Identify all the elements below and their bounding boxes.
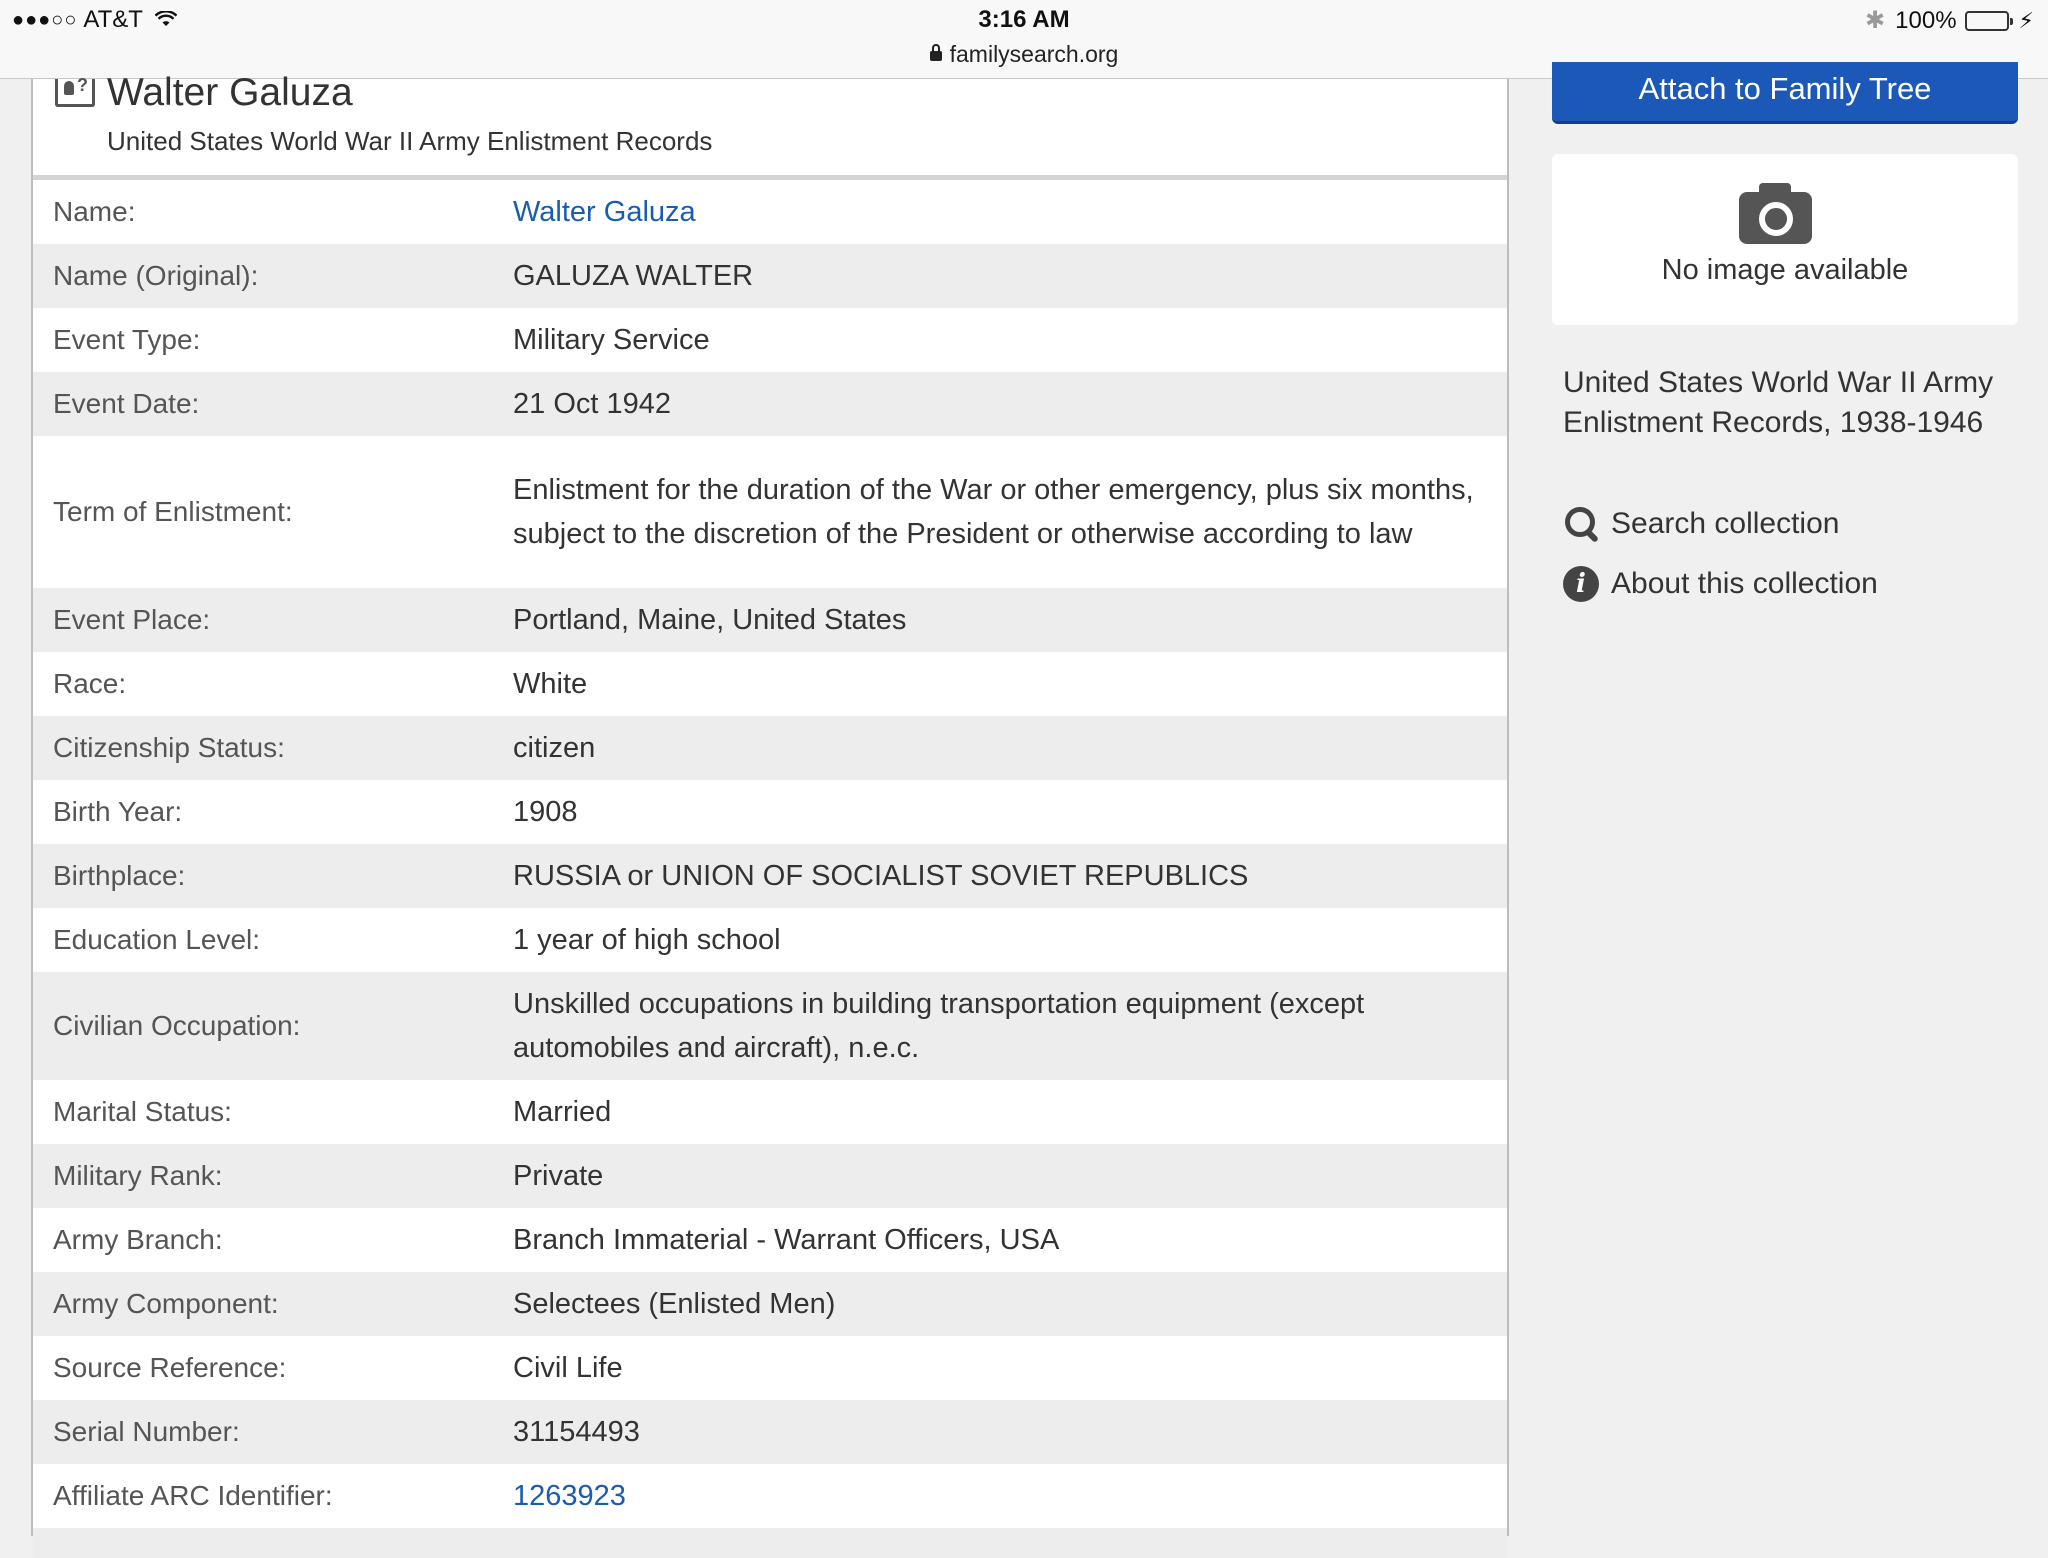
row-label: Education Level: (53, 924, 261, 955)
row-citizenship-status (33, 716, 1507, 780)
row-label: Event Place: (53, 604, 211, 635)
no-image-text: No image available (1661, 254, 1909, 286)
row-next-partial (33, 1528, 1507, 1558)
signal-strength: ●●●○○ (12, 8, 78, 31)
row-value: Selectees (Enlisted Men) (513, 1288, 836, 1320)
person-name-link[interactable]: Walter Galuza (513, 196, 696, 228)
record-subtitle: United States World War II Army Enlistment Records (107, 126, 713, 156)
bluetooth-icon: ✱ (1865, 7, 1886, 34)
row-value: 21 Oct 1942 (513, 388, 671, 420)
row-term-of-enlistment (33, 436, 1507, 588)
row-label: Event Date: (53, 388, 200, 419)
row-value: citizen (513, 732, 596, 764)
row-birth-year (33, 780, 1507, 844)
row-label: Civilian Occupation: (53, 1010, 301, 1041)
row-education-level (33, 908, 1507, 972)
clock: 3:16 AM (978, 6, 1070, 33)
row-value: Civil Life (513, 1352, 623, 1384)
row-value: Married (513, 1096, 612, 1128)
record-details-table (33, 180, 1507, 1558)
url-text: familysearch.org (949, 41, 1119, 67)
row-race (33, 652, 1507, 716)
row-label: Citizenship Status: (53, 732, 285, 763)
row-value: Military Service (513, 324, 710, 356)
row-value: RUSSIA or UNION OF SOCIALIST SOVIET REPUBLICS (513, 860, 1249, 892)
battery-percent: 100% (1895, 6, 1957, 34)
row-value: 1 year of high school (513, 924, 781, 956)
row-army-component (33, 1272, 1507, 1336)
row-source-reference (33, 1336, 1507, 1400)
row-value: Branch Immaterial - Warrant Officers, USA (513, 1224, 1060, 1256)
row-label: Term of Enlistment: (53, 496, 293, 527)
row-event-date (33, 372, 1507, 436)
row-civilian-occupation (33, 972, 1507, 1080)
row-event-type (33, 308, 1507, 372)
about-collection-link[interactable] (1563, 566, 1878, 602)
row-value: White (513, 668, 588, 700)
row-value: 1908 (513, 796, 578, 828)
info-icon: i (1563, 566, 1599, 602)
row-name (33, 180, 1507, 244)
person-record-icon (55, 79, 95, 107)
row-marital-status (33, 1080, 1507, 1144)
row-label: Military Rank: (53, 1160, 223, 1191)
row-serial-number (33, 1400, 1507, 1464)
row-label: Army Component: (53, 1288, 279, 1319)
no-image-card (1552, 154, 2018, 325)
search-collection-label: Search collection (1611, 507, 1840, 540)
record-title: Walter Galuza (107, 71, 353, 114)
row-value: Unskilled occupations in building transportation equipment (except automobiles and aircraft), n.e.c. (513, 988, 1365, 1064)
row-label: Name: (53, 196, 136, 227)
row-event-place (33, 588, 1507, 652)
row-label: Serial Number: (53, 1416, 240, 1447)
charging-icon: ⚡ (2018, 7, 2034, 33)
row-value: 31154493 (513, 1416, 640, 1448)
about-collection-label: About this collection (1611, 567, 1878, 600)
record-header (33, 71, 1507, 180)
row-affiliate-arc-identifier (33, 1464, 1507, 1528)
lock-icon (930, 51, 942, 61)
row-value: GALUZA WALTER (513, 260, 754, 292)
row-value: Private (513, 1160, 604, 1192)
row-label: Race: (53, 668, 127, 699)
row-label: Army Branch: (53, 1224, 223, 1255)
record-panel (31, 71, 1509, 1536)
row-label: Affiliate ARC Identifier: (53, 1480, 333, 1511)
row-label: Birth Year: (53, 796, 183, 827)
collection-title: United States World War II Army Enlistment Records, 1938-1946 (1563, 366, 1994, 439)
camera-icon (1739, 192, 1812, 244)
row-army-branch (33, 1208, 1507, 1272)
row-label: Event Type: (53, 324, 201, 355)
row-label: Name (Original): (53, 260, 259, 291)
row-label: Marital Status: (53, 1096, 232, 1127)
search-icon (1563, 505, 1601, 543)
search-collection-link[interactable] (1563, 505, 1839, 543)
row-name-original (33, 244, 1507, 308)
status-right (1865, 6, 2034, 35)
attach-to-family-tree-button[interactable]: Attach to Family Tree (1552, 62, 2018, 124)
carrier-name: AT&T (83, 6, 143, 33)
row-label: Source Reference: (53, 1352, 287, 1383)
row-value: Enlistment for the duration of the War or other emergency, plus six months, subject to the discretion of the President or otherwise according to law (513, 474, 1474, 550)
battery-icon (1965, 11, 2009, 31)
row-label: Birthplace: (53, 860, 186, 891)
row-birthplace (33, 844, 1507, 908)
row-value: Portland, Maine, United States (513, 604, 907, 636)
row-military-rank (33, 1144, 1507, 1208)
arc-identifier-link[interactable]: 1263923 (513, 1480, 626, 1512)
